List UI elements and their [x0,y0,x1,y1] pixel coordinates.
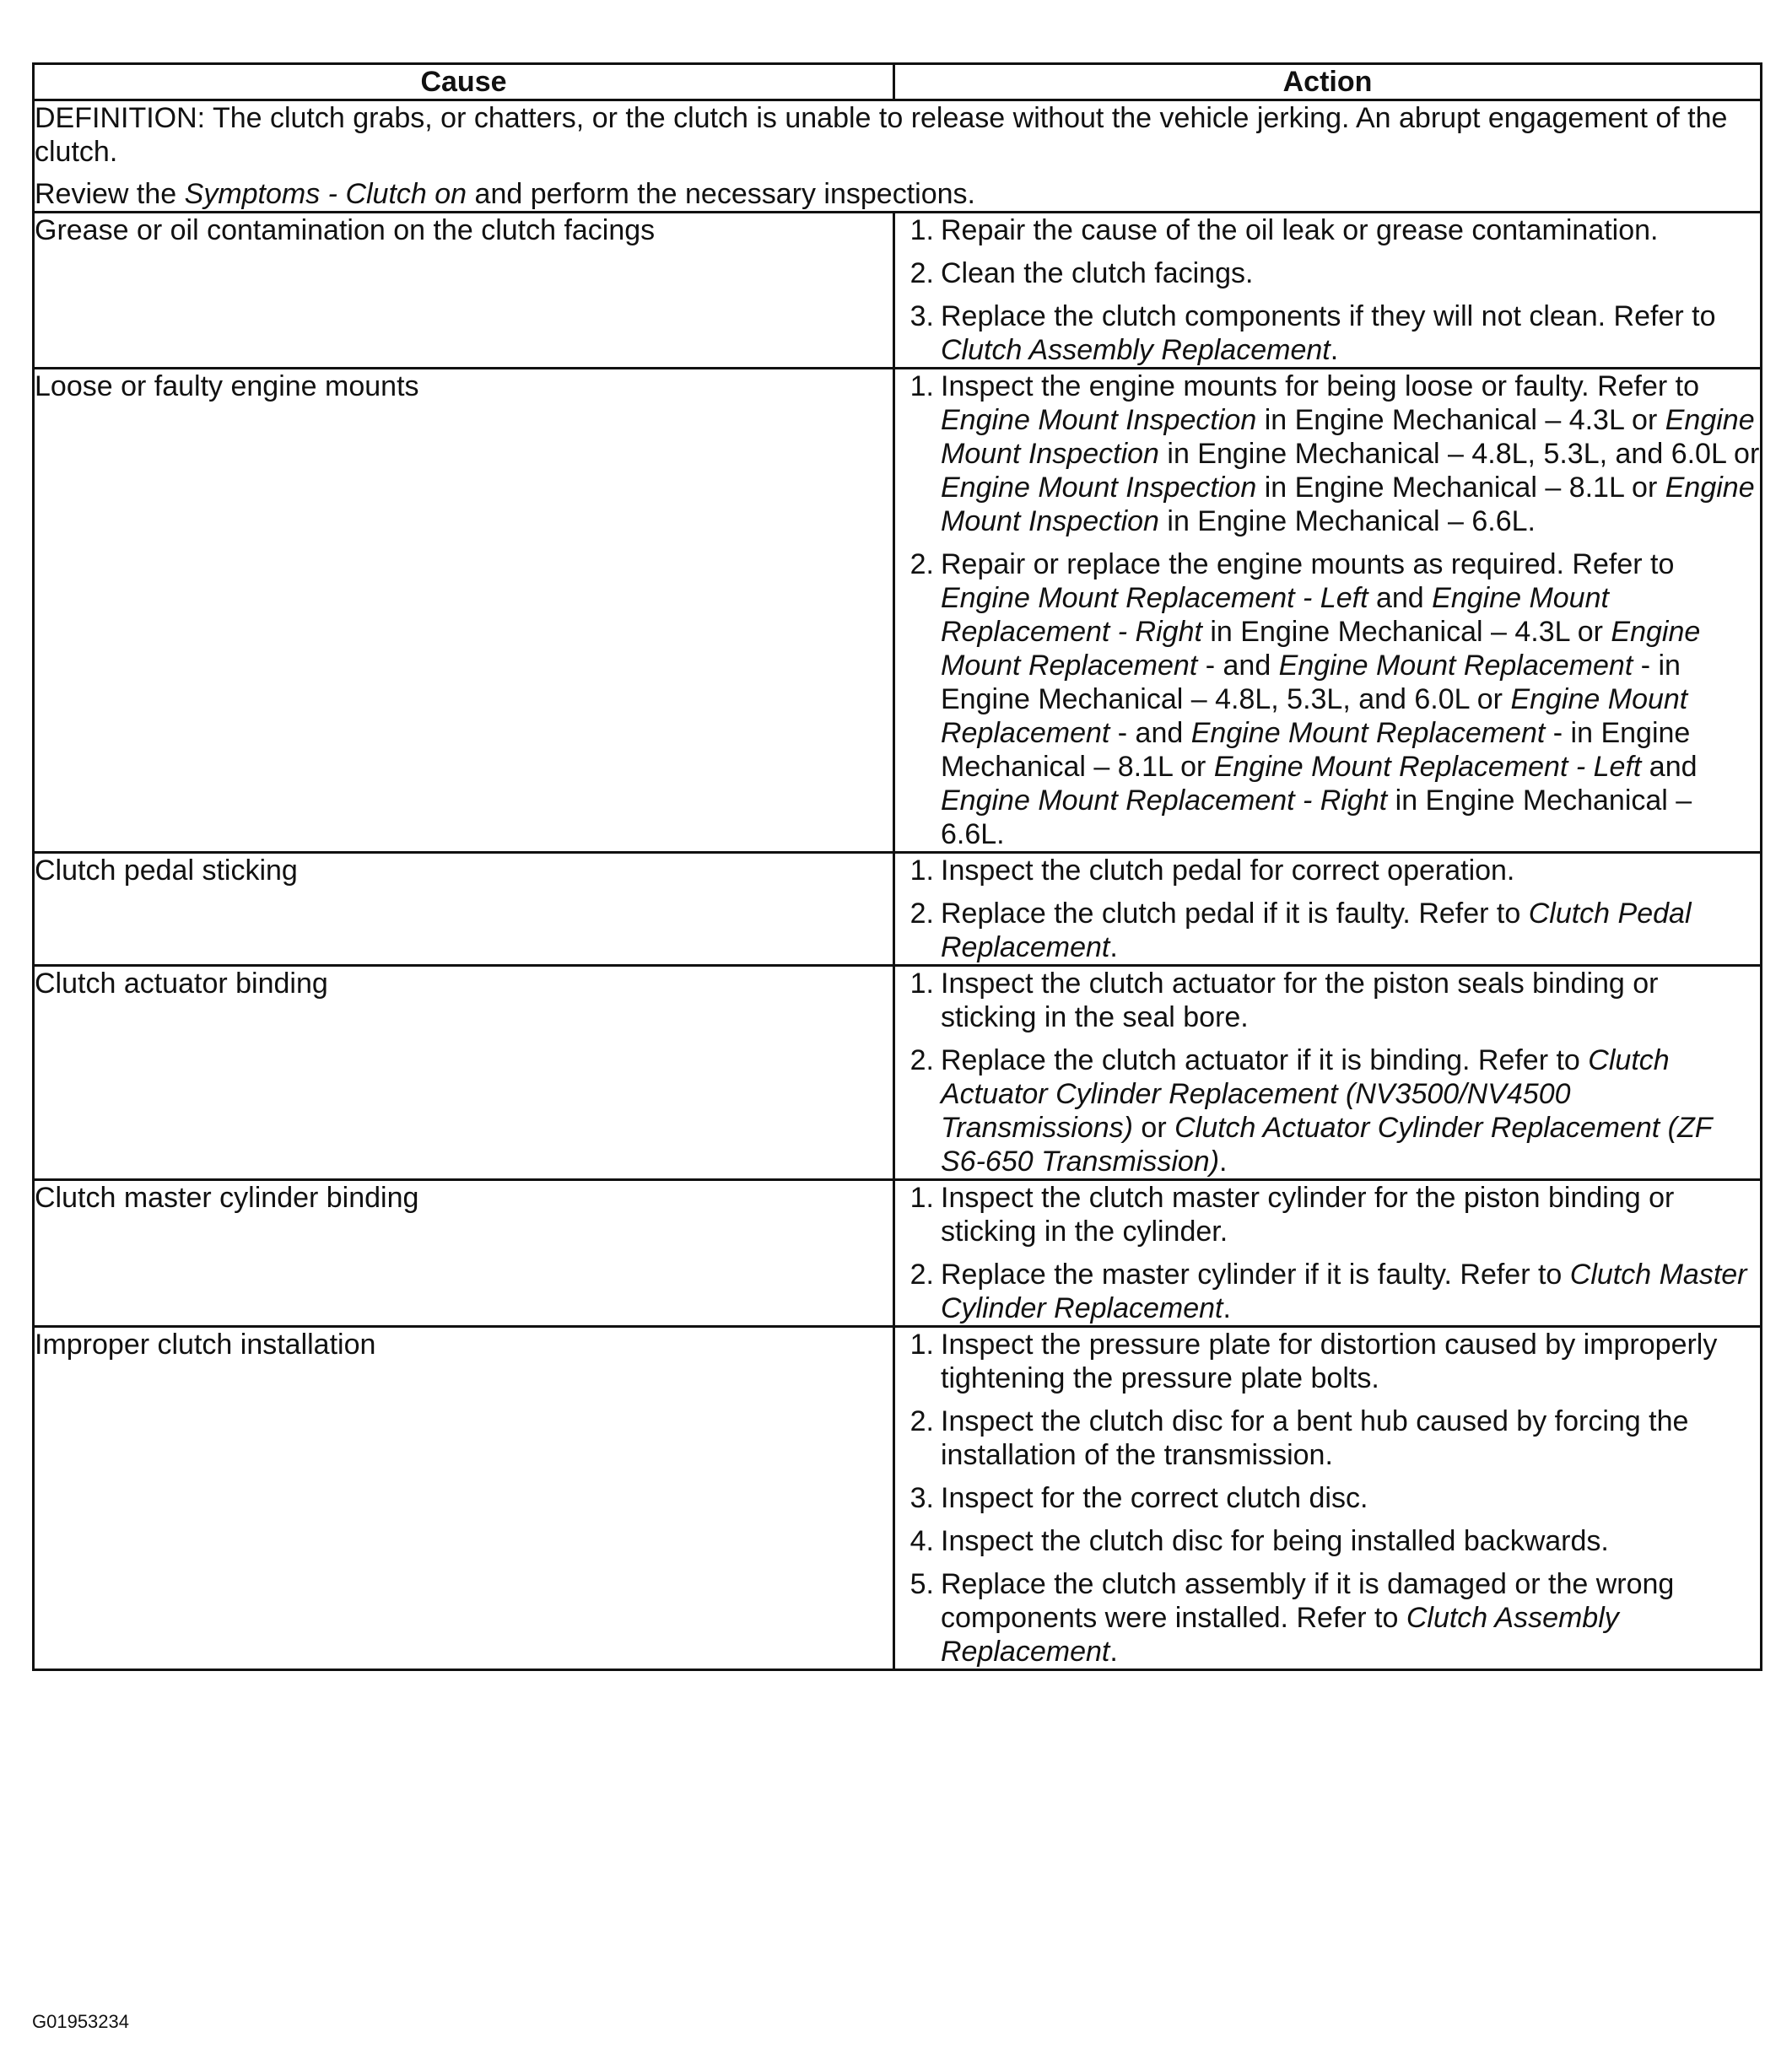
step-text: in Engine Mechanical – 6.6L. [941,784,1692,850]
table-row [34,369,1762,853]
definition-text: DEFINITION: The clutch grabs, or chatters, or the clutch is unable to release without the vehicle jerking. An abrupt engagement of the clutch. [35,102,1728,168]
step-text: Inspect the clutch pedal for correct operation. [941,854,1515,887]
step-number: 1. [909,854,934,887]
step-text: Inspect the clutch master cylinder for the piston binding or sticking in the cylinder. [941,1182,1675,1248]
procedure-reference: Clutch Assembly Replacement [941,1602,1619,1668]
step-text: and [1641,751,1698,783]
action-cell [894,966,1762,1180]
procedure-reference: Engine Mount Inspection [941,404,1755,470]
step-text: Replace the master cylinder if it is faulty. Refer to [941,1259,1570,1291]
step-number: 1. [909,370,934,402]
procedure-reference: Clutch Assembly Replacement [941,334,1331,366]
action-step [895,1043,1760,1178]
step-text: in Engine Mechanical – 8.1L or [1256,472,1665,504]
action-steps-list [895,369,1760,851]
step-text: Clean the clutch facings. [941,257,1254,289]
action-step [895,1524,1760,1558]
step-text: or [1132,1112,1175,1144]
procedure-reference: Clutch Pedal Replacement [941,898,1692,963]
cause-cell: Grease or oil contamination on the clutch facings [34,213,894,369]
action-step [895,213,1760,247]
step-text: . [1330,334,1339,366]
step-number: 1. [909,1329,934,1361]
cause-cell: Clutch master cylinder binding [34,1180,894,1327]
step-text: . [1223,1292,1231,1324]
procedure-reference: Engine Mount Replacement - Right [941,784,1388,817]
table-row [34,966,1762,1180]
review-instruction [35,177,1760,211]
action-cell [894,1327,1762,1670]
action-step [895,967,1760,1034]
step-number: 3. [909,1482,934,1514]
action-step [895,1258,1760,1325]
action-steps-list [895,213,1760,367]
table-row [34,853,1762,966]
action-column-header: Action [894,64,1762,100]
step-text: Replace the clutch components if they will not clean. Refer to [941,300,1716,332]
step-number: 1. [909,1182,934,1214]
step-text: Inspect the pressure plate for distortion caused by improperly tightening the pressure plate bolts. [941,1329,1718,1394]
step-text: Inspect the engine mounts for being loose or faulty. Refer to [941,370,1700,402]
step-text: Repair or replace the engine mounts as required. Refer to [941,548,1675,580]
cause-column-header: Cause [34,64,894,100]
review-text-pre: Review the [35,178,185,210]
cause-cell: Loose or faulty engine mounts [34,369,894,853]
step-number: 5. [909,1568,934,1600]
action-cell [894,369,1762,853]
procedure-reference: Engine Mount Replacement [1190,717,1546,749]
step-number: 2. [909,1044,934,1076]
action-step [895,854,1760,887]
definition-cell [34,100,1762,213]
step-text: in Engine Mechanical – 6.6L. [1158,505,1536,537]
step-text: Inspect the clutch disc for being installed backwards. [941,1525,1609,1557]
step-text: . [1109,1636,1118,1668]
table-row [34,1327,1762,1670]
figure-id: G01953234 [32,2011,129,2032]
procedure-reference: Clutch Actuator Cylinder Replacement (ZF S6-650 Transmission) [941,1112,1712,1178]
step-text: . [1109,931,1118,963]
step-text: in Engine Mechanical – 4.3L or [1201,616,1611,648]
step-number: 1. [909,968,934,1000]
action-steps-list [895,1328,1760,1669]
action-step [895,1328,1760,1395]
step-text: . [1219,1146,1228,1178]
procedure-reference: Engine Mount Inspection [941,472,1755,537]
action-step [895,1481,1760,1515]
step-text: in Engine Mechanical – 4.8L, 5.3L, and 6.0L or [1158,438,1760,470]
action-step [895,1567,1760,1669]
step-text: Replace the clutch actuator if it is binding. Refer to [941,1044,1589,1076]
action-step [895,1181,1760,1248]
step-number: 2. [909,548,934,580]
procedure-reference: Engine Mount Replacement [941,616,1701,682]
table-row [34,1180,1762,1327]
diagnostic-table [32,62,1762,1671]
action-steps-list [895,967,1760,1178]
definition-row [34,100,1762,213]
step-text: in Engine Mechanical – 4.3L or [1256,404,1665,436]
procedure-reference: Engine Mount Replacement [941,683,1688,749]
table-header-row [34,64,1762,100]
step-number: 3. [909,300,934,332]
cause-cell: Clutch pedal sticking [34,853,894,966]
action-cell [894,1180,1762,1327]
step-text: - in Engine Mechanical – 4.8L, 5.3L, and 6.0L or [941,650,1681,715]
action-step [895,897,1760,964]
step-number: 4. [909,1525,934,1557]
step-text: - and [1109,717,1191,749]
cause-cell: Clutch actuator binding [34,966,894,1180]
procedure-reference: Clutch Actuator Cylinder Replacement (NV3500/NV4500 Transmissions) [941,1044,1670,1144]
procedure-reference: Engine Mount Replacement - Left [941,582,1368,614]
symptoms-reference: Symptoms - Clutch on [184,178,467,210]
action-step [895,369,1760,538]
action-step [895,299,1760,367]
procedure-reference: Engine Mount Replacement [1278,650,1633,682]
step-number: 2. [909,1259,934,1291]
procedure-reference: Engine Mount Inspection [941,404,1257,436]
step-text: Inspect the clutch disc for a bent hub caused by forcing the installation of the transmission. [941,1405,1689,1471]
step-text: and [1368,582,1433,614]
procedure-reference: Clutch Master Cylinder Replacement [941,1259,1747,1324]
action-steps-list [895,1181,1760,1325]
procedure-reference: Engine Mount Replacement - Right [941,582,1609,648]
step-number: 1. [909,214,934,246]
step-number: 2. [909,1405,934,1437]
procedure-reference: Engine Mount Inspection [941,472,1257,504]
step-text: Inspect for the correct clutch disc. [941,1482,1368,1514]
action-cell [894,853,1762,966]
action-step [895,547,1760,851]
procedure-reference: Engine Mount Replacement - Left [1213,751,1642,783]
table-row [34,213,1762,369]
step-number: 2. [909,257,934,289]
step-number: 2. [909,898,934,930]
step-text: Replace the clutch pedal if it is faulty. Refer to [941,898,1529,930]
step-text: Repair the cause of the oil leak or grease contamination. [941,214,1659,246]
step-text: Inspect the clutch actuator for the piston seals binding or sticking in the seal bore. [941,968,1659,1033]
action-cell [894,213,1762,369]
action-step [895,1404,1760,1472]
action-step [895,256,1760,290]
action-steps-list [895,854,1760,964]
cause-cell: Improper clutch installation [34,1327,894,1670]
step-text: Replace the clutch assembly if it is damaged or the wrong components were installed. Refer to [941,1568,1675,1634]
diagnostic-table-container [32,62,1760,1671]
step-text: - and [1197,650,1279,682]
review-text-post: and perform the necessary inspections. [467,178,975,210]
step-text: - in Engine Mechanical – 8.1L or [941,717,1691,783]
